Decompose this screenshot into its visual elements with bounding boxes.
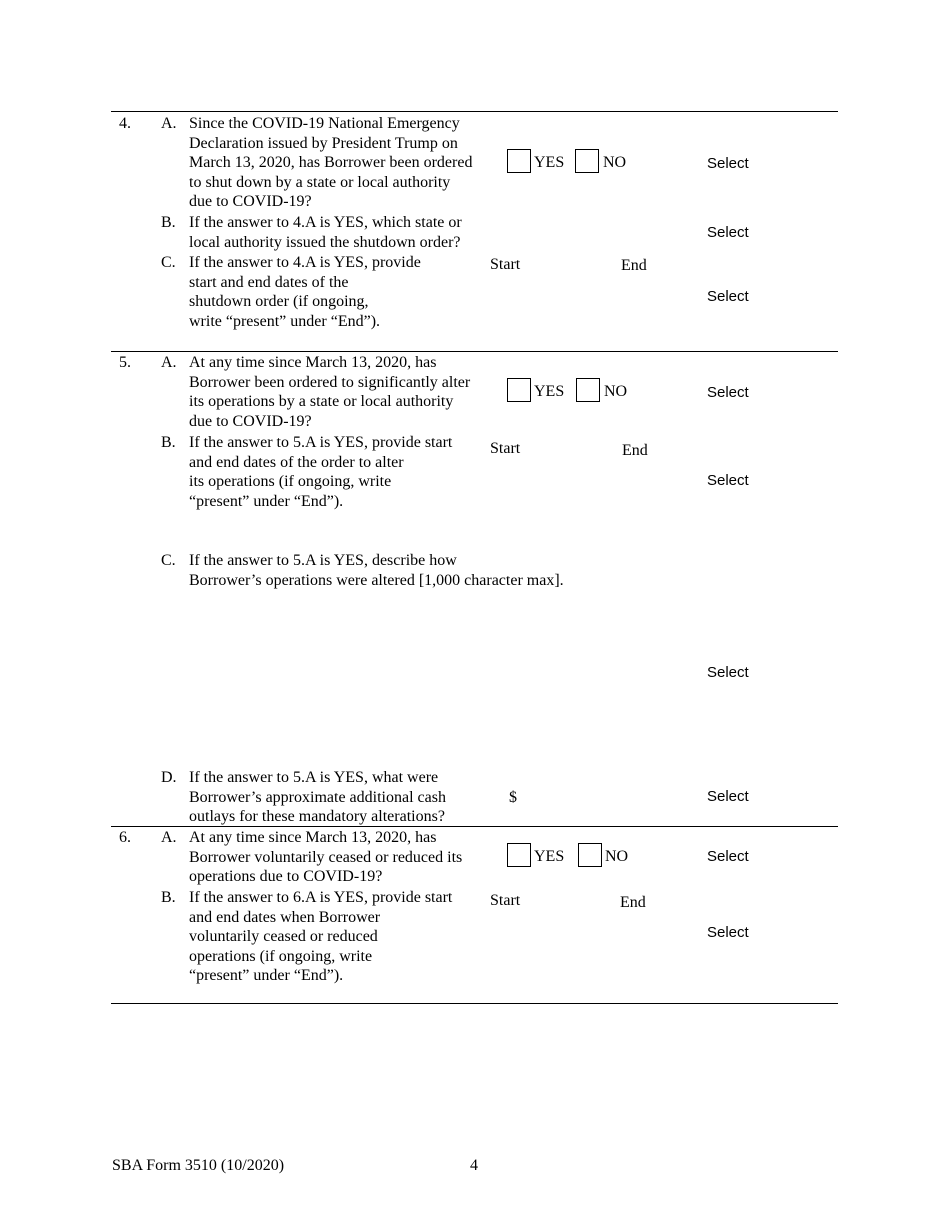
q5d-dollar-sign: $ xyxy=(509,789,517,806)
q4a-yes-label: YES xyxy=(534,154,565,171)
q5a-select-dropdown[interactable]: Select xyxy=(707,384,749,401)
q6b-start-label: Start xyxy=(490,892,521,909)
q5d-text: If the answer to 5.A is YES, what were Borrower’s approximate additional cash outlays for these mandatory alterations? xyxy=(189,769,446,825)
q4c-end-label: End xyxy=(621,257,647,274)
divider-top xyxy=(111,111,838,112)
q6b-end-label: End xyxy=(620,894,646,911)
q4a-select-dropdown[interactable]: Select xyxy=(707,155,749,172)
q4a-text: Since the COVID-19 National Emergency Declaration issued by President Trump on March 13, 2020, has Borrower been ordered to shut down by a state or local authority due to COVID-19? xyxy=(189,115,473,210)
q4c-letter: C. xyxy=(161,254,176,271)
q4a-no-checkbox[interactable] xyxy=(575,149,599,173)
q6a-text: At any time since March 13, 2020, has Borrower voluntarily ceased or reduced its operations due to COVID-19? xyxy=(189,829,463,885)
q5b-text: If the answer to 5.A is YES, provide start and end dates of the order to alter its operations (if ongoing, write “present” under “End”). xyxy=(189,434,453,510)
q5c-text: If the answer to 5.A is YES, describe how Borrower’s operations were altered [1,000 character max]. xyxy=(189,552,564,589)
question-number-4: 4. xyxy=(119,115,131,132)
q6a-yes-checkbox[interactable] xyxy=(507,843,531,867)
q5a-text: At any time since March 13, 2020, has Borrower been ordered to significantly alter its operations by a state or local authority due to COVID-19? xyxy=(189,354,471,430)
q5a-yes-checkbox[interactable] xyxy=(507,378,531,402)
divider-bottom xyxy=(111,1003,838,1004)
q4a-yes-checkbox[interactable] xyxy=(507,149,531,173)
q5c-letter: C. xyxy=(161,552,176,569)
q5b-start-label: Start xyxy=(490,440,521,457)
question-number-5: 5. xyxy=(119,354,131,371)
q6b-select-dropdown[interactable]: Select xyxy=(707,924,749,941)
q5a-letter: A. xyxy=(161,354,177,371)
q5a-no-label: NO xyxy=(604,383,628,400)
divider-q5 xyxy=(111,351,838,352)
q6a-select-dropdown[interactable]: Select xyxy=(707,848,749,865)
q4c-start-label: Start xyxy=(490,256,521,273)
q4c-text: If the answer to 4.A is YES, provide start and end dates of the shutdown order (if ongoing, write “present” under “End”). xyxy=(189,254,421,330)
q4b-select-dropdown[interactable]: Select xyxy=(707,224,749,241)
q6a-no-checkbox[interactable] xyxy=(578,843,602,867)
q6a-letter: A. xyxy=(161,829,177,846)
q5b-letter: B. xyxy=(161,434,176,451)
q4a-no-label: NO xyxy=(603,154,627,171)
q6a-yes-label: YES xyxy=(534,848,565,865)
q5b-end-label: End xyxy=(622,442,648,459)
footer-form-id: SBA Form 3510 (10/2020) xyxy=(112,1157,285,1174)
q4c-select-dropdown[interactable]: Select xyxy=(707,288,749,305)
footer-page-number: 4 xyxy=(470,1157,478,1174)
q5b-select-dropdown[interactable]: Select xyxy=(707,472,749,489)
q4b-text: If the answer to 4.A is YES, which state or local authority issued the shutdown order? xyxy=(189,214,462,251)
q5c-select-dropdown[interactable]: Select xyxy=(707,664,749,681)
q6a-no-label: NO xyxy=(605,848,629,865)
q5a-yes-label: YES xyxy=(534,383,565,400)
q5d-select-dropdown[interactable]: Select xyxy=(707,788,749,805)
q6b-letter: B. xyxy=(161,889,176,906)
question-number-6: 6. xyxy=(119,829,131,846)
q5a-no-checkbox[interactable] xyxy=(576,378,600,402)
q4b-letter: B. xyxy=(161,214,176,231)
q5d-letter: D. xyxy=(161,769,177,786)
q6b-text: If the answer to 6.A is YES, provide start and end dates when Borrower voluntarily ceased or reduced operations (if ongoing, write “present” under “End”). xyxy=(189,889,453,984)
q4a-letter: A. xyxy=(161,115,177,132)
